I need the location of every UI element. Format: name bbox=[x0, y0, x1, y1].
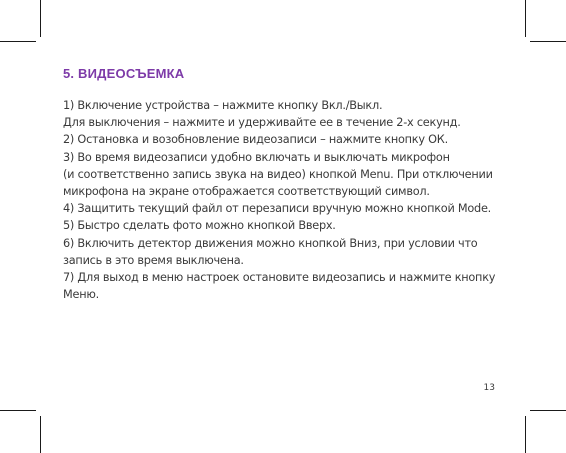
instruction-line: 1) Включение устройства – нажмите кнопку Вкл./Выкл. bbox=[63, 99, 383, 112]
crop-mark-top-right-horizontal bbox=[530, 41, 566, 42]
instructions-body bbox=[63, 97, 503, 303]
page-number: 13 bbox=[483, 383, 495, 393]
crop-mark-top-left-vertical bbox=[40, 0, 41, 37]
instruction-line: 6) Включить детектор движения можно кнопкой Вниз, при условии что bbox=[63, 236, 478, 250]
crop-mark-bottom-right-horizontal bbox=[530, 410, 566, 411]
crop-mark-bottom-left-vertical bbox=[40, 416, 41, 453]
instruction-line: запись в это время выключена. bbox=[63, 253, 244, 267]
instruction-line: микрофона на экране отображается соответствующий символ. bbox=[63, 185, 430, 199]
instruction-line: 2) Остановка и возобновление видеозаписи – нажмите кнопку ОК. bbox=[63, 133, 448, 147]
instruction-line: Меню. bbox=[63, 288, 99, 302]
instruction-line: 4) Защитить текущий файл от перезаписи вручную можно кнопкой Mode. bbox=[63, 202, 492, 216]
crop-mark-bottom-left-horizontal bbox=[0, 410, 36, 411]
instruction-line: 7) Для выход в меню настроек остановите видеозапись и нажмите кнопку bbox=[63, 271, 496, 285]
crop-mark-top-left-horizontal bbox=[0, 41, 36, 42]
instruction-line: 3) Во время видеозаписи удобно включать и выключать микрофон bbox=[63, 150, 450, 164]
section-title: 5. ВИДЕОСЪЕМКА bbox=[63, 66, 185, 81]
instruction-line: Для выключения – нажмите и удерживайте ее в течение 2-х секунд. bbox=[63, 116, 461, 130]
instruction-line: 5) Быстро сделать фото можно кнопкой Вверх. bbox=[63, 219, 336, 233]
instruction-line: (и соответственно запись звука на видео) кнопкой Menu. При отключении bbox=[63, 167, 493, 181]
crop-mark-bottom-right-vertical bbox=[525, 416, 526, 453]
crop-mark-top-right-vertical bbox=[525, 0, 526, 37]
